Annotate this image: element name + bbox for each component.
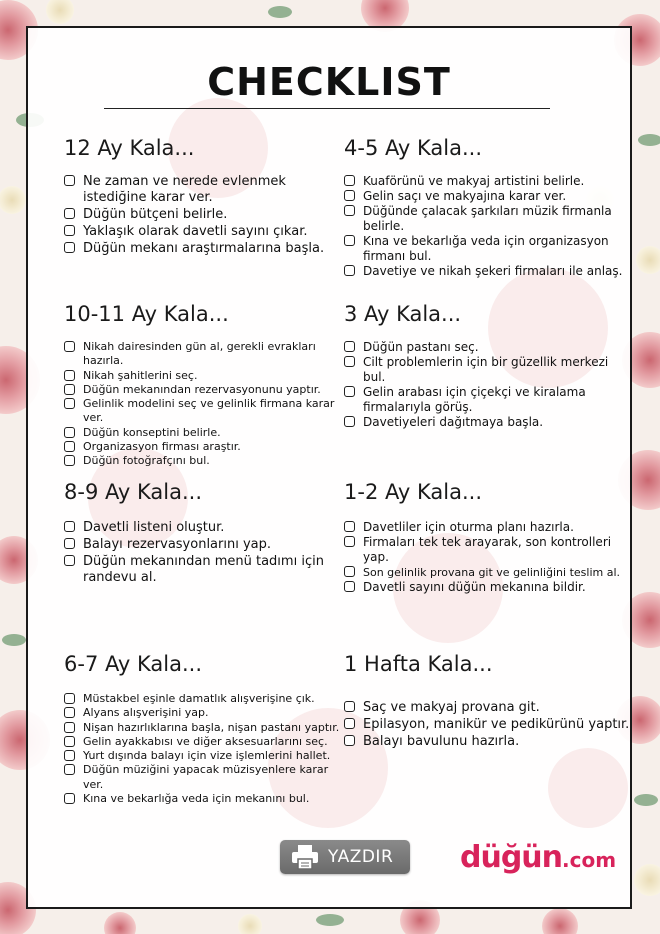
section-heading: 1 Hafta Kala... [344,652,493,676]
print-button[interactable] [280,840,410,874]
checkbox[interactable] [64,208,75,219]
checklist-item: Balayı rezervasyonlarını yap. [64,537,344,553]
checklist-item: Gelin ayakkabısı ve diğer aksesuarlarını seç. [64,735,344,749]
checklist-item: Düğün mekanından menü tadımı için randevu al. [64,554,344,586]
checkbox[interactable] [64,736,75,747]
checkbox[interactable] [344,265,355,276]
checklist-item: Düğünde çalacak şarkıları müzik firmanla belirle. [344,204,630,234]
checklist-item: Gelin arabası için çiçekçi ve kiralama firmalarıyla görüş. [344,385,630,415]
checkbox[interactable] [344,718,355,729]
checklist-card [26,26,632,909]
checkbox[interactable] [344,416,355,427]
section-3-ay [344,302,630,430]
checklist-item: Düğün mekanından rezervasyonunu yaptır. [64,383,344,397]
checklist-item: Davetli sayını düğün mekanına bildir. [344,580,630,595]
checkbox[interactable] [64,750,75,761]
checkbox[interactable] [64,427,75,438]
checklist-item: Organizasyon firması araştır. [64,440,344,454]
checkbox[interactable] [64,793,75,804]
checklist-item: Balayı bavulunu hazırla. [344,734,630,750]
checkbox[interactable] [344,235,355,246]
section-heading: 8-9 Ay Kala... [64,480,203,504]
checkbox[interactable] [64,555,75,566]
section-6-7-ay [64,652,344,806]
checklist-item: Nikah dairesinden gün al, gerekli evrakları hazırla. [64,340,344,369]
section-heading: 10-11 Ay Kala... [64,302,229,326]
section-heading: 3 Ay Kala... [344,302,462,326]
checklist-item: Davetli listeni oluştur. [64,520,344,536]
checkbox[interactable] [64,764,75,775]
checklist-item: Düğün bütçeni belirle. [64,207,344,223]
section-4-5-ay [344,136,630,279]
checkbox[interactable] [344,205,355,216]
checklist-item: Düğün mekanı araştırmalarına başla. [64,241,344,257]
checklist-item: Kına ve bekarlığa veda için mekanını bul. [64,792,344,806]
section-heading: 4-5 Ay Kala... [344,136,483,160]
checklist-item: Nikah şahitlerini seç. [64,369,344,383]
checkbox[interactable] [64,441,75,452]
checklist-item: Müstakbel eşinle damatlık alışverişine çık. [64,692,344,706]
checkbox[interactable] [344,356,355,367]
checklist-item: Kına ve bekarlığa veda için organizasyon firmanı bul. [344,234,630,264]
checkbox[interactable] [344,536,355,547]
section-heading: 12 Ay Kala... [64,136,195,160]
checkbox[interactable] [64,175,75,186]
checkbox[interactable] [344,701,355,712]
checklist-item: Son gelinlik provana git ve gelinliğini teslim al. [344,565,630,580]
checkbox[interactable] [344,735,355,746]
checklist-item: Düğün pastanı seç. [344,340,630,355]
checklist-item: Düğün konseptini belirle. [64,426,344,440]
title-divider [104,108,550,109]
checklist-item: Gelin saçı ve makyajına karar ver. [344,189,630,204]
checkbox[interactable] [64,693,75,704]
checkbox[interactable] [64,538,75,549]
checkbox[interactable] [64,398,75,409]
checkbox[interactable] [64,225,75,236]
checklist-item: Yurt dışında balayı için vize işlemlerini hallet. [64,749,344,763]
checklist-item: Firmaları tek tek arayarak, son kontrolleri yap. [344,535,630,565]
checkbox[interactable] [64,384,75,395]
checklist-item: Epilasyon, manikür ve pedikürünü yaptır. [344,717,630,733]
checkbox[interactable] [344,175,355,186]
checklist-item: Kuaförünü ve makyaj artistini belirle. [344,174,630,189]
print-button-label: YAZDIR [328,847,394,867]
section-heading: 6-7 Ay Kala... [64,652,203,676]
section-12-ay [64,136,344,258]
checkbox[interactable] [64,370,75,381]
checkbox[interactable] [64,722,75,733]
checkbox[interactable] [64,455,75,466]
checklist-item: Düğün fotoğrafçını bul. [64,454,344,468]
checklist-item: Saç ve makyaj provana git. [344,700,630,716]
checkbox[interactable] [344,566,355,577]
dugun-com-logo: düğün.com [460,840,617,875]
section-8-9-ay [64,480,344,587]
checklist-item: Davetiyeleri dağıtmaya başla. [344,415,630,430]
section-1-hafta [344,652,630,751]
checkbox[interactable] [64,521,75,532]
checkbox[interactable] [64,707,75,718]
checklist-item: Yaklaşık olarak davetli sayını çıkar. [64,224,344,240]
checklist-item: Gelinlik modelini seç ve gelinlik firmana karar ver. [64,397,344,426]
checkbox[interactable] [344,581,355,592]
checklist-item: Nişan hazırlıklarına başla, nişan pastanı yaptır. [64,721,344,735]
page-title: CHECKLIST [207,60,451,104]
checklist-item: Ne zaman ve nerede evlenmek istediğine karar ver. [64,174,344,206]
checkbox[interactable] [64,242,75,253]
checklist-item: Alyans alışverişini yap. [64,706,344,720]
section-1-2-ay [344,480,630,595]
checkbox[interactable] [64,341,75,352]
section-heading: 1-2 Ay Kala... [344,480,483,504]
printer-icon [290,844,320,870]
checklist-item: Davetliler için oturma planı hazırla. [344,520,630,535]
checkbox[interactable] [344,386,355,397]
checkbox[interactable] [344,521,355,532]
checklist-item: Cilt problemlerin için bir güzellik merkezi bul. [344,355,630,385]
checkbox[interactable] [344,190,355,201]
checkbox[interactable] [344,341,355,352]
checklist-item: Davetiye ve nikah şekeri firmaları ile anlaş. [344,264,630,279]
section-10-11-ay [64,302,344,469]
checklist-item: Düğün müziğini yapacak müzisyenlere karar ver. [64,763,344,792]
